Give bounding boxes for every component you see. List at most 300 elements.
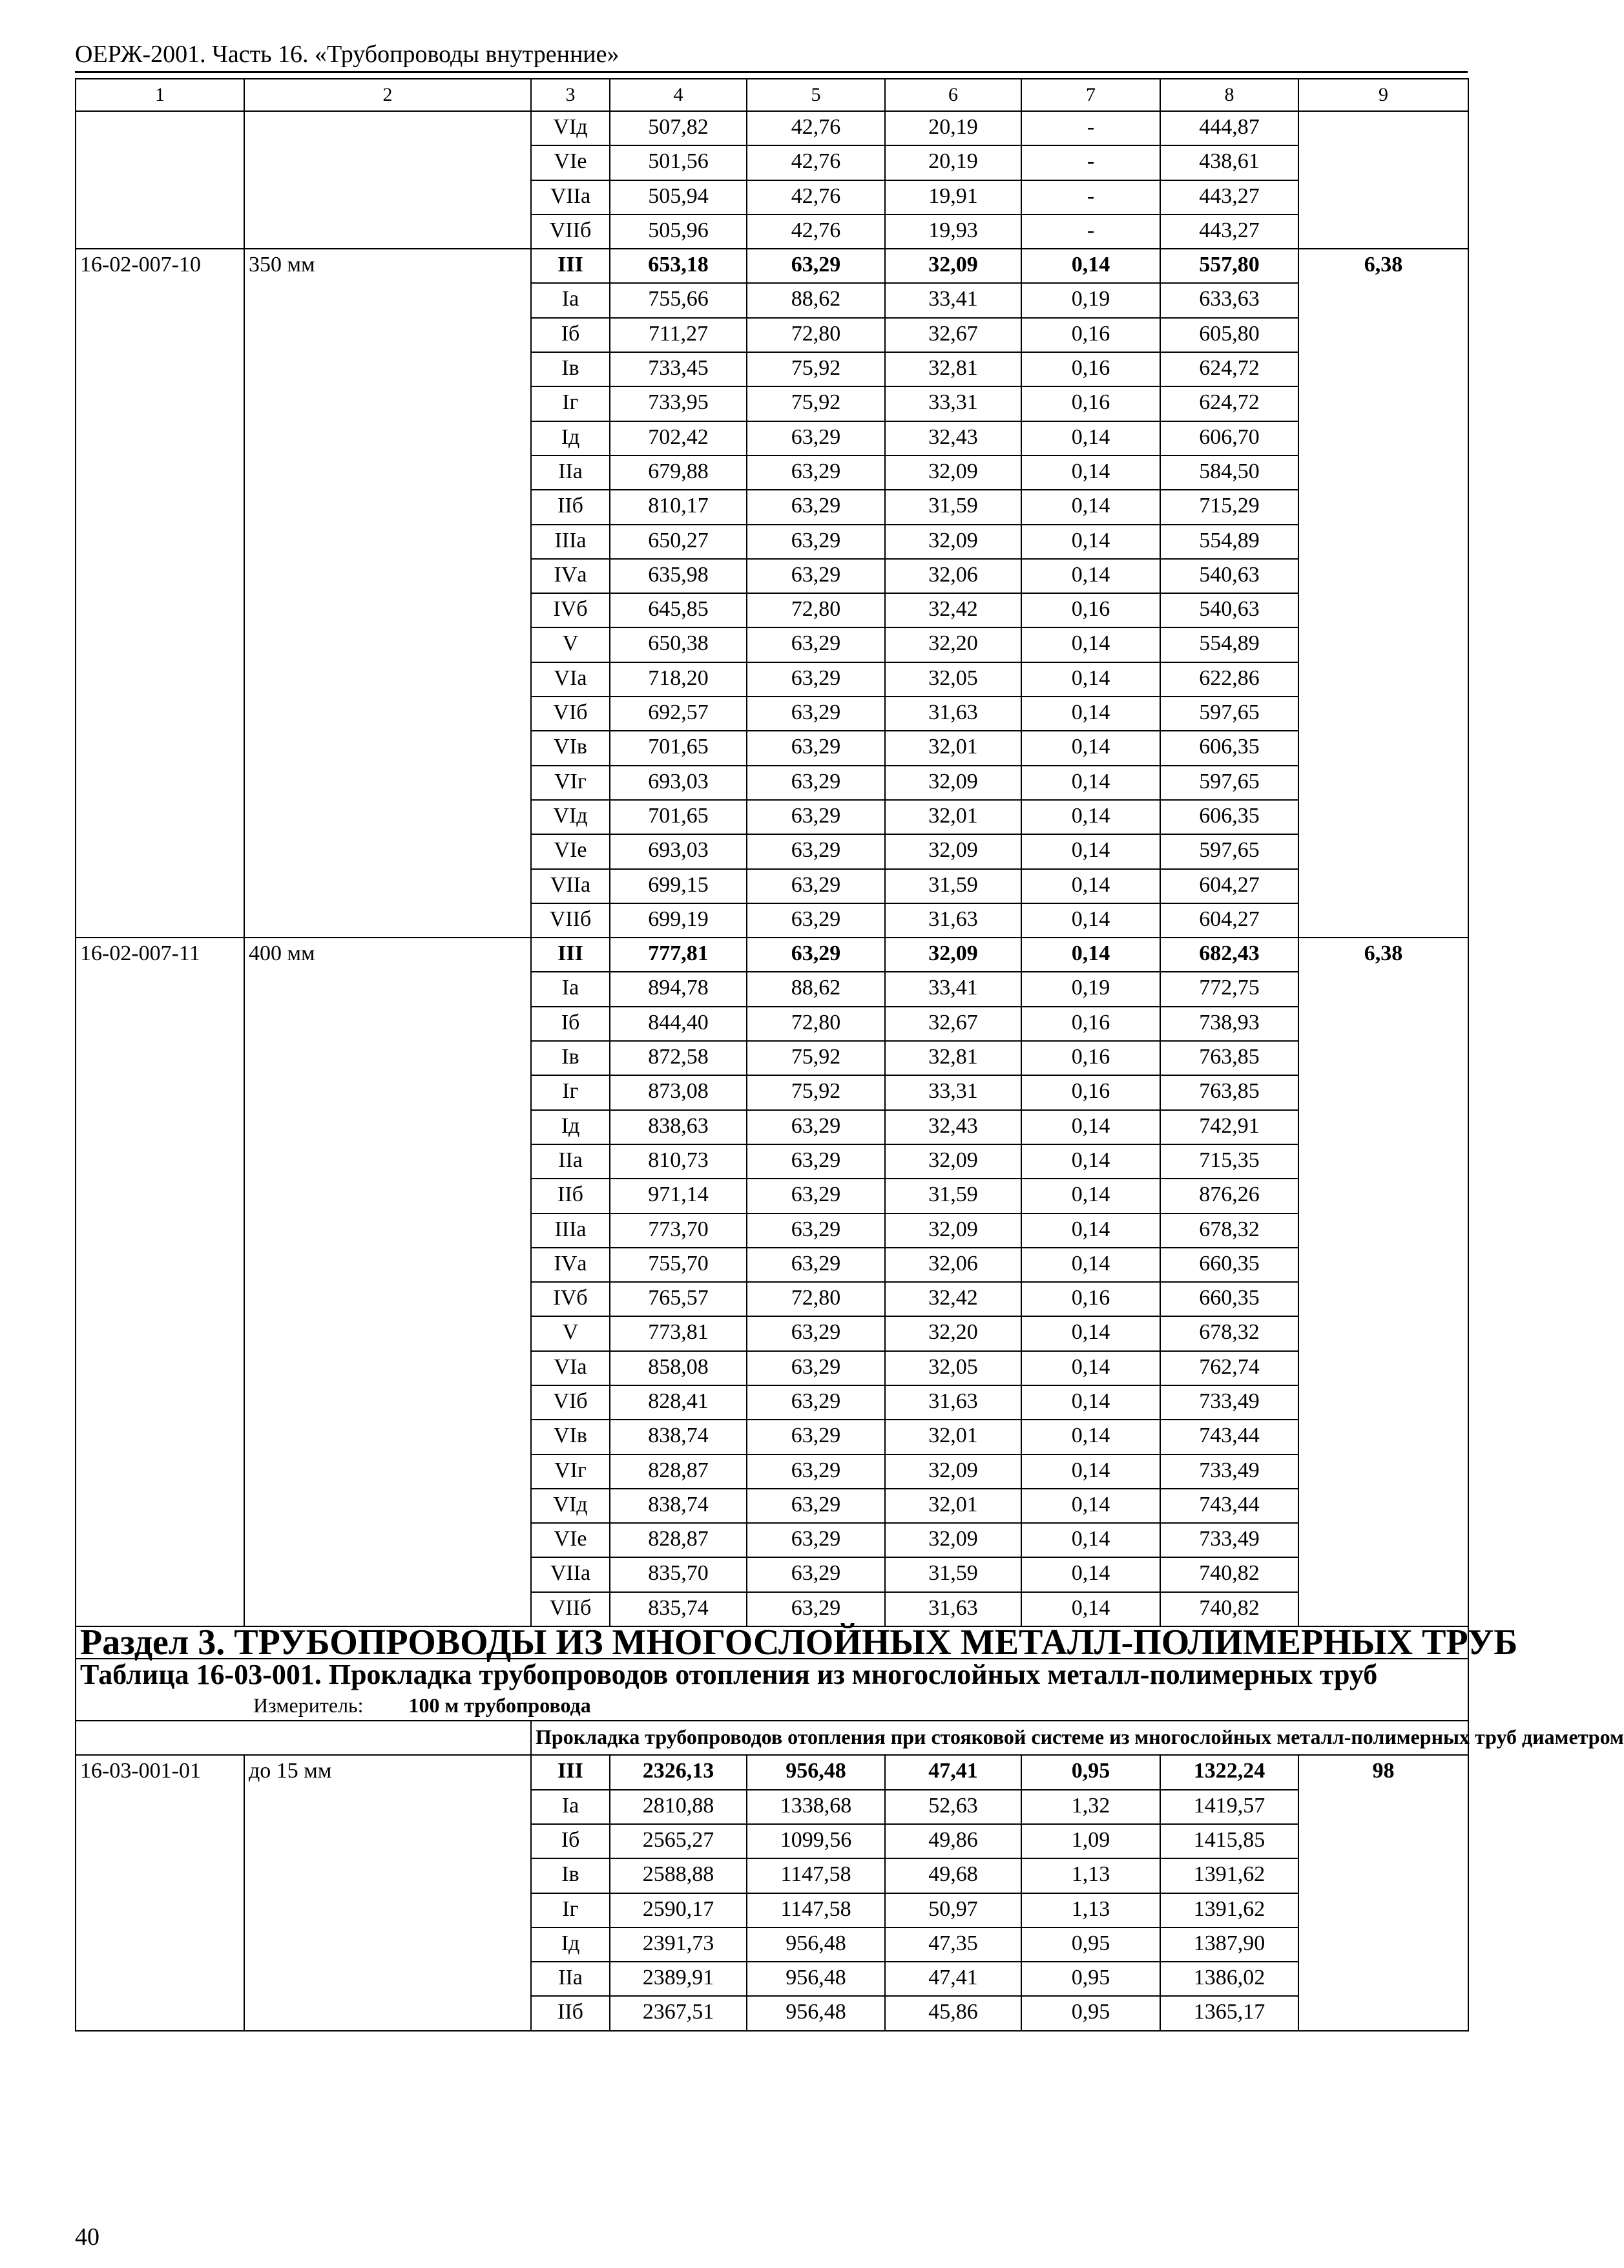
- value-cell: 605,80: [1160, 318, 1298, 352]
- value-cell: 33,31: [885, 1075, 1021, 1109]
- value-cell: 773,81: [610, 1316, 747, 1350]
- value-cell: 42,76: [747, 145, 885, 180]
- zone-code: VIIб: [531, 1592, 610, 1626]
- value-cell: 63,29: [747, 731, 885, 765]
- value-cell: 507,82: [610, 111, 747, 145]
- value-cell: 1,32: [1021, 1790, 1160, 1824]
- zone-code: VIе: [531, 145, 610, 180]
- value-cell: 540,63: [1160, 593, 1298, 627]
- value-cell: 693,03: [610, 834, 747, 868]
- value-cell: 606,35: [1160, 800, 1298, 834]
- zone-code: IIб: [531, 1996, 610, 2030]
- value-cell: 2367,51: [610, 1996, 747, 2030]
- value-cell: 1147,58: [747, 1893, 885, 1927]
- value-cell: 810,73: [610, 1144, 747, 1179]
- zone-code: VIг: [531, 1454, 610, 1489]
- value-cell: 0,14: [1021, 1351, 1160, 1385]
- value-cell: 1365,17: [1160, 1996, 1298, 2030]
- value-cell: 715,29: [1160, 490, 1298, 524]
- value-cell: 0,14: [1021, 421, 1160, 456]
- zone-code: Iг: [531, 386, 610, 421]
- page-number: 40: [75, 2223, 99, 2251]
- value-cell: 63,29: [747, 1592, 885, 1626]
- zone-code: III: [531, 249, 610, 283]
- value-cell: 49,86: [885, 1824, 1021, 1858]
- rates-table: [75, 78, 1624, 2032]
- value-cell: 75,92: [747, 1075, 885, 1109]
- column-number: 5: [747, 79, 885, 111]
- rate-name: 400 мм: [244, 938, 531, 1626]
- value-cell: 443,27: [1160, 180, 1298, 215]
- value-cell: 63,29: [747, 903, 885, 938]
- value-cell: 835,74: [610, 1592, 747, 1626]
- value-cell: -: [1021, 215, 1160, 249]
- value-cell: 501,56: [610, 145, 747, 180]
- value-cell: 773,70: [610, 1213, 747, 1248]
- value-cell: 42,76: [747, 111, 885, 145]
- value-cell: 0,14: [1021, 1316, 1160, 1350]
- value-cell: 31,63: [885, 1592, 1021, 1626]
- value-cell: 2391,73: [610, 1927, 747, 1962]
- value-cell: 0,14: [1021, 1213, 1160, 1248]
- value-cell: 606,35: [1160, 731, 1298, 765]
- zone-code: Iа: [531, 1790, 610, 1824]
- value-cell: 701,65: [610, 800, 747, 834]
- value-cell: 0,16: [1021, 352, 1160, 386]
- value-cell: 32,20: [885, 1316, 1021, 1350]
- zone-code: IIа: [531, 456, 610, 490]
- value-cell: 1419,57: [1160, 1790, 1298, 1824]
- column-number-row: [76, 79, 1468, 111]
- value-cell: 828,41: [610, 1385, 747, 1420]
- value-cell: 624,72: [1160, 386, 1298, 421]
- value-cell: 956,48: [747, 1927, 885, 1962]
- value-cell: 63,29: [747, 490, 885, 524]
- zone-code: V: [531, 627, 610, 662]
- value-cell: 693,03: [610, 766, 747, 800]
- value-cell: 0,16: [1021, 1282, 1160, 1316]
- column-9-value: 6,38: [1298, 249, 1468, 938]
- zone-code: VIе: [531, 834, 610, 868]
- value-cell: 63,29: [747, 1489, 885, 1523]
- value-cell: 0,14: [1021, 627, 1160, 662]
- table-title-cell: [76, 1659, 1468, 1721]
- value-cell: 47,35: [885, 1927, 1021, 1962]
- value-cell: 0,14: [1021, 559, 1160, 593]
- value-cell: 32,09: [885, 766, 1021, 800]
- value-cell: 1322,24: [1160, 1755, 1298, 1789]
- value-cell: 63,29: [747, 1213, 885, 1248]
- value-cell: 63,29: [747, 834, 885, 868]
- value-cell: 63,29: [747, 1420, 885, 1454]
- zone-code: III: [531, 938, 610, 972]
- value-cell: 0,14: [1021, 766, 1160, 800]
- value-cell: 0,16: [1021, 1007, 1160, 1041]
- value-cell: 32,43: [885, 1110, 1021, 1144]
- value-cell: 32,09: [885, 1523, 1021, 1557]
- value-cell: 624,72: [1160, 352, 1298, 386]
- zone-code: Iа: [531, 972, 610, 1006]
- value-cell: 0,14: [1021, 1592, 1160, 1626]
- value-cell: 0,95: [1021, 1996, 1160, 2030]
- value-cell: 606,70: [1160, 421, 1298, 456]
- value-cell: 31,59: [885, 490, 1021, 524]
- value-cell: 49,68: [885, 1858, 1021, 1893]
- zone-code: VIIа: [531, 869, 610, 903]
- value-cell: 715,35: [1160, 1144, 1298, 1179]
- value-cell: 33,31: [885, 386, 1021, 421]
- value-cell: 1,13: [1021, 1893, 1160, 1927]
- value-cell: 733,95: [610, 386, 747, 421]
- value-cell: 0,19: [1021, 283, 1160, 317]
- section-row: [76, 1626, 1468, 1659]
- value-cell: 505,96: [610, 215, 747, 249]
- value-cell: 660,35: [1160, 1282, 1298, 1316]
- value-cell: 32,05: [885, 662, 1021, 697]
- zone-code: IIIа: [531, 525, 610, 559]
- zone-code: IIа: [531, 1144, 610, 1179]
- value-cell: 540,63: [1160, 559, 1298, 593]
- value-cell: 63,29: [747, 1144, 885, 1179]
- value-cell: 711,27: [610, 318, 747, 352]
- value-cell: 873,08: [610, 1075, 747, 1109]
- value-cell: 32,01: [885, 731, 1021, 765]
- rate-name: [244, 111, 531, 249]
- value-cell: 0,14: [1021, 1557, 1160, 1591]
- zone-code: Iд: [531, 1927, 610, 1962]
- value-cell: 32,09: [885, 249, 1021, 283]
- value-cell: 699,15: [610, 869, 747, 903]
- value-cell: 1338,68: [747, 1790, 885, 1824]
- value-cell: 0,14: [1021, 800, 1160, 834]
- zone-code: VIе: [531, 1523, 610, 1557]
- value-cell: 32,09: [885, 1144, 1021, 1179]
- value-cell: -: [1021, 145, 1160, 180]
- value-cell: 32,05: [885, 1351, 1021, 1385]
- value-cell: 0,14: [1021, 249, 1160, 283]
- value-cell: 604,27: [1160, 869, 1298, 903]
- value-cell: 838,63: [610, 1110, 747, 1144]
- value-cell: 0,14: [1021, 1110, 1160, 1144]
- zone-code: IIб: [531, 490, 610, 524]
- zone-code: VIа: [531, 1351, 610, 1385]
- rate-name: до 15 мм: [244, 1755, 531, 2030]
- value-cell: 650,38: [610, 627, 747, 662]
- value-cell: 32,42: [885, 593, 1021, 627]
- value-cell: 701,65: [610, 731, 747, 765]
- value-cell: 47,41: [885, 1755, 1021, 1789]
- value-cell: 32,09: [885, 456, 1021, 490]
- value-cell: 63,29: [747, 1454, 885, 1489]
- value-cell: 597,65: [1160, 697, 1298, 731]
- value-cell: 0,14: [1021, 834, 1160, 868]
- value-cell: 72,80: [747, 1007, 885, 1041]
- value-cell: 63,29: [747, 938, 885, 972]
- zone-code: VIб: [531, 1385, 610, 1420]
- value-cell: 20,19: [885, 145, 1021, 180]
- value-cell: 2326,13: [610, 1755, 747, 1789]
- value-cell: 0,19: [1021, 972, 1160, 1006]
- header-rule: [75, 71, 1468, 73]
- value-cell: 32,09: [885, 525, 1021, 559]
- value-cell: 505,94: [610, 180, 747, 215]
- zone-code: Iа: [531, 283, 610, 317]
- value-cell: 1391,62: [1160, 1893, 1298, 1927]
- value-cell: 32,81: [885, 1041, 1021, 1075]
- zone-code: IVб: [531, 1282, 610, 1316]
- value-cell: 45,86: [885, 1996, 1021, 2030]
- value-cell: 32,06: [885, 1248, 1021, 1282]
- value-cell: 0,16: [1021, 1041, 1160, 1075]
- value-cell: 0,14: [1021, 1179, 1160, 1213]
- zone-code: VIIа: [531, 1557, 610, 1591]
- value-cell: 1,09: [1021, 1824, 1160, 1858]
- value-cell: 763,85: [1160, 1075, 1298, 1109]
- value-cell: 604,27: [1160, 903, 1298, 938]
- value-cell: 47,41: [885, 1962, 1021, 1996]
- value-cell: 733,49: [1160, 1454, 1298, 1489]
- value-cell: 31,59: [885, 1179, 1021, 1213]
- measure-value: 100 м трубопровода: [408, 1694, 591, 1717]
- column-number: 9: [1298, 79, 1468, 111]
- value-cell: 755,70: [610, 1248, 747, 1282]
- zone-code: V: [531, 1316, 610, 1350]
- zone-code: IVа: [531, 559, 610, 593]
- empty-cell: [76, 1721, 531, 1755]
- value-cell: 0,14: [1021, 1144, 1160, 1179]
- value-cell: 63,29: [747, 1523, 885, 1557]
- value-cell: 679,88: [610, 456, 747, 490]
- zone-code: III: [531, 1755, 610, 1789]
- value-cell: 444,87: [1160, 111, 1298, 145]
- value-cell: 0,14: [1021, 1248, 1160, 1282]
- section-title: Раздел 3. ТРУБОПРОВОДЫ ИЗ МНОГОСЛОЙНЫХ МЕТАЛЛ-ПОЛИМЕРНЫХ ТРУБ: [76, 1626, 1468, 1659]
- column-9-value: 6,38: [1298, 938, 1468, 1626]
- value-cell: 635,98: [610, 559, 747, 593]
- value-cell: 0,14: [1021, 525, 1160, 559]
- value-cell: 597,65: [1160, 834, 1298, 868]
- value-cell: 0,95: [1021, 1755, 1160, 1789]
- value-cell: 1415,85: [1160, 1824, 1298, 1858]
- value-cell: 650,27: [610, 525, 747, 559]
- value-cell: 63,29: [747, 249, 885, 283]
- value-cell: 0,95: [1021, 1962, 1160, 1996]
- value-cell: 42,76: [747, 215, 885, 249]
- zone-code: VIв: [531, 731, 610, 765]
- column-number: 7: [1021, 79, 1160, 111]
- zone-code: VIв: [531, 1420, 610, 1454]
- value-cell: 31,63: [885, 697, 1021, 731]
- value-cell: 956,48: [747, 1962, 885, 1996]
- zone-code: VIIб: [531, 903, 610, 938]
- value-cell: 2389,91: [610, 1962, 747, 1996]
- column-number: 3: [531, 79, 610, 111]
- value-cell: 584,50: [1160, 456, 1298, 490]
- rate-code: 16-03-001-01: [76, 1755, 244, 2030]
- value-cell: 50,97: [885, 1893, 1021, 1927]
- value-cell: 32,09: [885, 938, 1021, 972]
- value-cell: 32,01: [885, 800, 1021, 834]
- value-cell: 740,82: [1160, 1557, 1298, 1591]
- subheader-row: [76, 1721, 1468, 1755]
- value-cell: 622,86: [1160, 662, 1298, 697]
- value-cell: 742,91: [1160, 1110, 1298, 1144]
- value-cell: 0,14: [1021, 869, 1160, 903]
- zone-code: VIб: [531, 697, 610, 731]
- rate-code: 16-02-007-11: [76, 938, 244, 1626]
- value-cell: 72,80: [747, 318, 885, 352]
- value-cell: 0,14: [1021, 1454, 1160, 1489]
- table-row: [76, 1755, 1468, 1789]
- value-cell: -: [1021, 180, 1160, 215]
- value-cell: 32,09: [885, 1454, 1021, 1489]
- value-cell: 894,78: [610, 972, 747, 1006]
- rate-name: 350 мм: [244, 249, 531, 938]
- value-cell: 0,14: [1021, 1420, 1160, 1454]
- table-title-row: [76, 1659, 1468, 1721]
- value-cell: 63,29: [747, 627, 885, 662]
- zone-code: VIIа: [531, 180, 610, 215]
- rate-code: 16-02-007-10: [76, 249, 244, 938]
- value-cell: 32,09: [885, 834, 1021, 868]
- value-cell: 0,14: [1021, 1523, 1160, 1557]
- value-cell: 63,29: [747, 1179, 885, 1213]
- value-cell: 31,59: [885, 869, 1021, 903]
- value-cell: 31,59: [885, 1557, 1021, 1591]
- value-cell: 88,62: [747, 972, 885, 1006]
- value-cell: 763,85: [1160, 1041, 1298, 1075]
- value-cell: 0,14: [1021, 662, 1160, 697]
- value-cell: 63,29: [747, 559, 885, 593]
- value-cell: 2810,88: [610, 1790, 747, 1824]
- value-cell: 32,01: [885, 1489, 1021, 1523]
- column-number: 2: [244, 79, 531, 111]
- value-cell: 0,14: [1021, 490, 1160, 524]
- running-header: ОЕРЖ-2001. Часть 16. «Трубопроводы внутренние»: [75, 41, 619, 68]
- value-cell: 0,16: [1021, 386, 1160, 421]
- value-cell: 20,19: [885, 111, 1021, 145]
- zone-code: IVб: [531, 593, 610, 627]
- subheader-text: Прокладка трубопроводов отопления при стояковой системе из многослойных металл-полимерных труб диаметром: [531, 1721, 1468, 1755]
- table-title: Таблица 16-03-001. Прокладка трубопроводов отопления из многослойных металл-полимерных труб: [80, 1659, 1378, 1691]
- value-cell: 838,74: [610, 1420, 747, 1454]
- measure-line: [80, 1690, 1464, 1720]
- value-cell: 72,80: [747, 593, 885, 627]
- value-cell: 33,41: [885, 283, 1021, 317]
- value-cell: 858,08: [610, 1351, 747, 1385]
- value-cell: 0,14: [1021, 1489, 1160, 1523]
- value-cell: 835,70: [610, 1557, 747, 1591]
- value-cell: 738,93: [1160, 1007, 1298, 1041]
- value-cell: 63,29: [747, 766, 885, 800]
- value-cell: 810,17: [610, 490, 747, 524]
- value-cell: 755,66: [610, 283, 747, 317]
- value-cell: 0,16: [1021, 318, 1160, 352]
- value-cell: 0,14: [1021, 938, 1160, 972]
- value-cell: 63,29: [747, 1557, 885, 1591]
- value-cell: 63,29: [747, 525, 885, 559]
- value-cell: 733,45: [610, 352, 747, 386]
- value-cell: 63,29: [747, 456, 885, 490]
- value-cell: 872,58: [610, 1041, 747, 1075]
- value-cell: 443,27: [1160, 215, 1298, 249]
- value-cell: 557,80: [1160, 249, 1298, 283]
- value-cell: 2590,17: [610, 1893, 747, 1927]
- value-cell: 0,14: [1021, 903, 1160, 938]
- table-row: [76, 111, 1468, 145]
- value-cell: 63,29: [747, 1110, 885, 1144]
- value-cell: 554,89: [1160, 627, 1298, 662]
- value-cell: 63,29: [747, 697, 885, 731]
- zone-code: Iд: [531, 421, 610, 456]
- column-9-value: 98: [1298, 1755, 1468, 2030]
- value-cell: 32,67: [885, 318, 1021, 352]
- value-cell: 0,95: [1021, 1927, 1160, 1962]
- value-cell: 63,29: [747, 1385, 885, 1420]
- zone-code: IVа: [531, 1248, 610, 1282]
- value-cell: 0,14: [1021, 1385, 1160, 1420]
- zone-code: IIа: [531, 1962, 610, 1996]
- table-row: [76, 249, 1468, 283]
- value-cell: 63,29: [747, 421, 885, 456]
- value-cell: 876,26: [1160, 1179, 1298, 1213]
- column-9-value: [1298, 111, 1468, 249]
- value-cell: 699,19: [610, 903, 747, 938]
- value-cell: 75,92: [747, 1041, 885, 1075]
- value-cell: 31,63: [885, 1385, 1021, 1420]
- value-cell: 1387,90: [1160, 1927, 1298, 1962]
- value-cell: 633,63: [1160, 283, 1298, 317]
- value-cell: 52,63: [885, 1790, 1021, 1824]
- rate-code: [76, 111, 244, 249]
- value-cell: 653,18: [610, 249, 747, 283]
- value-cell: 1,13: [1021, 1858, 1160, 1893]
- value-cell: 762,74: [1160, 1351, 1298, 1385]
- value-cell: 743,44: [1160, 1420, 1298, 1454]
- value-cell: 733,49: [1160, 1385, 1298, 1420]
- value-cell: 72,80: [747, 1282, 885, 1316]
- value-cell: -: [1021, 111, 1160, 145]
- column-number: 6: [885, 79, 1021, 111]
- value-cell: 554,89: [1160, 525, 1298, 559]
- value-cell: 2588,88: [610, 1858, 747, 1893]
- value-cell: 33,41: [885, 972, 1021, 1006]
- zone-code: Iг: [531, 1075, 610, 1109]
- value-cell: 733,49: [1160, 1523, 1298, 1557]
- zone-code: VIд: [531, 111, 610, 145]
- value-cell: 777,81: [610, 938, 747, 972]
- value-cell: 678,32: [1160, 1316, 1298, 1350]
- zone-code: IIIа: [531, 1213, 610, 1248]
- value-cell: 1386,02: [1160, 1962, 1298, 1996]
- value-cell: 828,87: [610, 1523, 747, 1557]
- value-cell: 971,14: [610, 1179, 747, 1213]
- value-cell: 597,65: [1160, 766, 1298, 800]
- zone-code: Iб: [531, 1007, 610, 1041]
- zone-code: Iв: [531, 352, 610, 386]
- value-cell: 765,57: [610, 1282, 747, 1316]
- zone-code: Iд: [531, 1110, 610, 1144]
- value-cell: 63,29: [747, 1316, 885, 1350]
- column-number: 8: [1160, 79, 1298, 111]
- value-cell: 0,14: [1021, 697, 1160, 731]
- value-cell: 838,74: [610, 1489, 747, 1523]
- value-cell: 743,44: [1160, 1489, 1298, 1523]
- value-cell: 0,16: [1021, 1075, 1160, 1109]
- value-cell: 0,14: [1021, 456, 1160, 490]
- value-cell: 19,91: [885, 180, 1021, 215]
- value-cell: 32,20: [885, 627, 1021, 662]
